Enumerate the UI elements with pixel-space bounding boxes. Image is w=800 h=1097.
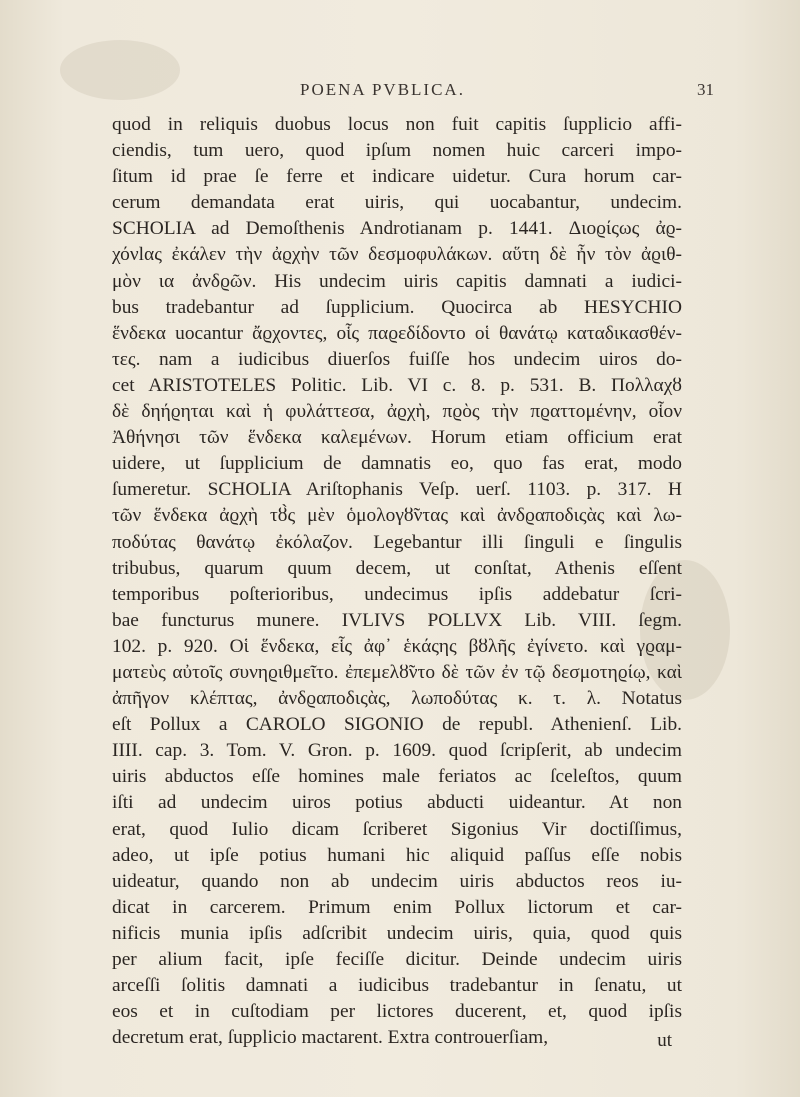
text-line: τες. nam a iudicibus diuerſos fuiſſe hos undecim uiros do- xyxy=(112,348,682,370)
text-line: ἀπῆγον κλέπτας, ἀνδϱαποδιςὰς, λωποδύτας κ. τ. λ. Notatus xyxy=(112,688,682,710)
text-line: erat, quod Iulio dicam ſcriberet Sigonius Vir doctiſſimus, xyxy=(112,818,682,840)
text-line: arceſſi ſolitis damnati a iudicibus tradebantur in ſenatu, ut xyxy=(112,975,682,997)
text-line: ſitum id prae ſe ferre et indicare uidetur. Cura horum car- xyxy=(112,166,682,188)
text-line: tribubus, quarum quum decem, ut conſtat, Athenis eſſent xyxy=(112,557,682,579)
text-line: adeo, ut ipſe potius humani hic aliquid paſſus eſſe nobis xyxy=(112,844,682,866)
text-line: ποδύτας θανάτῳ ἐκόλαζον. Legebantur illi ſinguli e ſingulis xyxy=(112,531,682,553)
text-line: iſti ad undecim uiros potius abducti uideantur. At non xyxy=(112,792,682,814)
text-line: χόνlας ἐκάλεν τὴν ἀϱχὴν τῶν δεσμοφυλάκων. αὕτη δὲ ἦν τὸν ἀϱιθ- xyxy=(112,244,682,266)
text-line: eſt Pollux a CAROLO SIGONIO de republ. Athenienſ. Lib. xyxy=(112,714,682,736)
text-line: Ἀθήνησι τῶν ἕνδεκα καλεμένων. Horum etiam officium erat xyxy=(112,427,682,449)
text-line: ſumeretur. SCHOLIA Ariſtophanis Veſp. uerſ. 1103. p. 317. H xyxy=(112,479,682,501)
text-line: uidere, ut ſupplicium de damnatis eo, quo fas erat, modo xyxy=(112,453,682,475)
text-line: τῶν ἕνδεκα ἀϱχὴ τȣ̀ς μὲν ὁμολογȣ̃ντας καὶ ἀνδϱαποδιςὰς καὶ λω- xyxy=(112,505,682,527)
text-line: per alium facit, ipſe feciſſe dicitur. Deinde undecim uiris xyxy=(112,949,682,970)
text-line: uideatur, quando non ab undecim uiris abductos reos iu- xyxy=(112,870,682,892)
text-line: nificis munia ipſis adſcribit undecim uiris, quia, quod quis xyxy=(112,922,682,944)
page-header xyxy=(0,80,800,110)
text-line: μὸν ια ἀνδϱῶν. His undecim uiris capitis damnati a iudici- xyxy=(112,270,682,292)
text-line: ciendis, tum uero, quod ipſum nomen huic carceri impo- xyxy=(112,140,682,162)
text-line: decretum erat, ſupplicio mactarent. Extra controuerſiam, xyxy=(112,1027,549,1049)
running-head: POENA PVBLICA. xyxy=(300,80,465,99)
text-line: SCHOLIA ad Demoſthenis Androtianam p. 1441. Διοϱίςως ἀϱ- xyxy=(112,218,682,240)
text-line: cerum demandata erat uiris, qui uocabantur, undecim. xyxy=(112,192,682,214)
text-line: uiris abductos eſſe homines male feriatos ac ſceleſtos, quum xyxy=(112,766,682,788)
text-line: IIII. cap. 3. Tom. V. Gron. p. 1609. quod ſcripſerit, ab undecim xyxy=(112,740,682,762)
text-line: bae functurus munere. IVLIVS POLLVX Lib. VIII. ſegm. xyxy=(112,609,682,631)
text-line: eos et in cuſtodiam per lictores ducerent, et, quod ipſis xyxy=(112,1001,682,1023)
text-line: temporibus poſterioribus, undecimus ipſis addebatur ſcri- xyxy=(112,583,682,605)
text-line: 102. p. 920. Οἱ ἕνδεκα, εἷς ἀφ᾽ ἑκάςης βȣλῆς ἐγίνετο. καὶ γϱαμ- xyxy=(112,635,682,657)
text-line: bus tradebantur ad ſupplicium. Quocirca ab HESYCHIO xyxy=(112,296,682,318)
text-line: δὲ δηήϱηται καὶ ἡ φυλάττεσα, ἀϱχὴ, πϱὸς τὴν πϱαττομένην, οἷον xyxy=(112,401,682,423)
text-line: ματεὺς αὐτοῖς συνηϱιθμεῖτο. ἐπεμελȣ̃ντο δὲ τῶν ἐν τῷ δεσμοτηϱίῳ, καὶ xyxy=(112,661,682,683)
text-line: cet ARISTOTELES Politic. Lib. VI c. 8. p. 531. B. Πολλαχȣ̃ xyxy=(112,374,682,396)
text-line: ἕνδεκα uocantur ἄϱχοντες, οἷς παϱεδίδοντο οἱ θανάτῳ καταδικασθέν- xyxy=(112,322,682,344)
catchword: ut xyxy=(657,1030,672,1051)
page-number: 31 xyxy=(697,80,714,99)
text-line: dicat in carcerem. Primum enim Pollux lictorum et car- xyxy=(112,896,682,918)
text-line: quod in reliquis duobus locus non fuit capitis ſupplicio affi- xyxy=(112,114,682,135)
body-text xyxy=(112,112,682,1051)
